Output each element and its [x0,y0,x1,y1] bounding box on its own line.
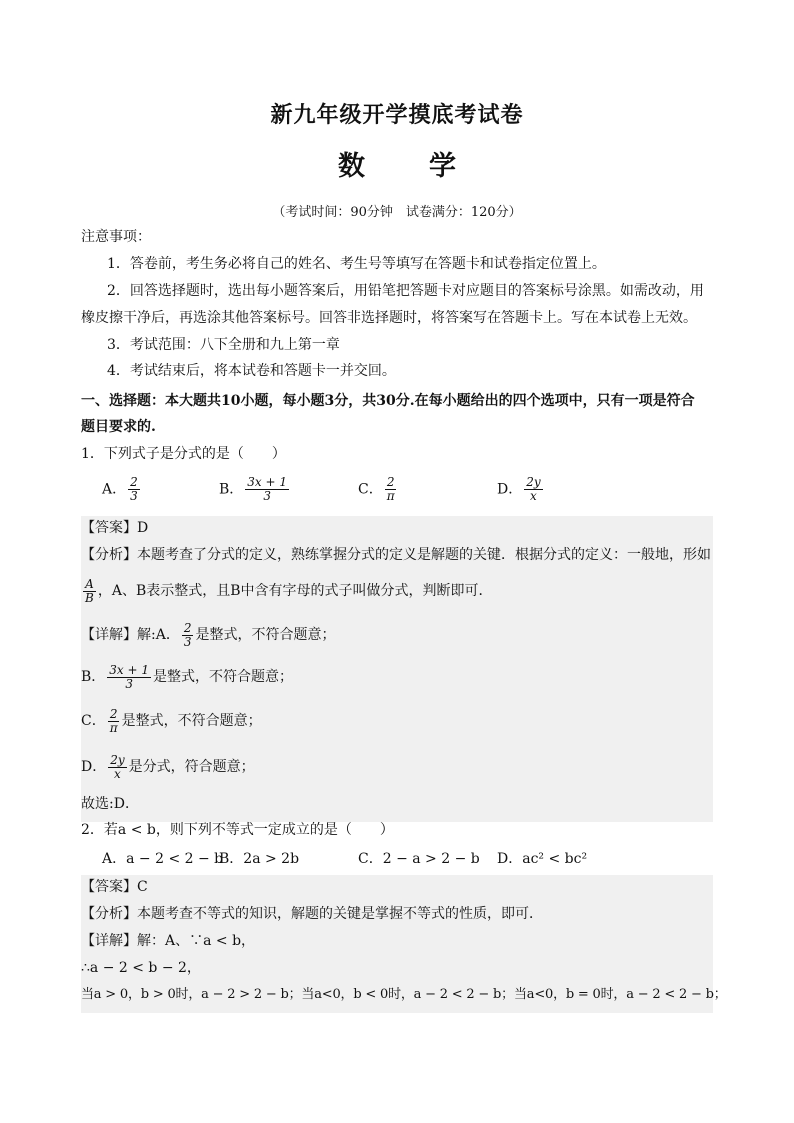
section-heading: 一、选择题：本大题共10小题，每小题3分，共30分.在每小题给出的四个选项中，只有一项是符合 [81,393,695,409]
q1-stem: 1．下列式子是分式的是（ ） [81,446,286,462]
q2-option-d: D．ac² < bc² [497,851,588,867]
note-item-2: 2．回答选择题时，选出每小题答案后，用铅笔把答题卡对应题目的答案标号涂黑。如需改动，用 [107,283,704,299]
note-item-1: 1．答卷前，考生务必将自己的姓名、考生号等填写在答题卡和试卷指定位置上。 [107,256,606,272]
q1-detail-c: C． $\frac{2}{\pi}$ 是整式，不符合题意； [81,706,262,735]
q1-option-b: B． $\frac{3x + 1}{3}$ [219,475,288,503]
q2-detail-2: ∴a − 2 < b − 2， [81,960,201,976]
note-item-2-cont: 橡皮擦干净后，再选涂其他答案标号。回答非选择题时，将答案写在答题卡上。写在本试卷上无效。 [81,310,697,326]
section-heading-cont: 题目要求的. [81,419,156,435]
q1-analysis-cont: $\frac{A}{B}$ ，A、B表示整式，且B中含有字母的式子叫做分式，判断即可． [85,576,493,605]
exam-title: 新九年级开学摸底考试卷 [270,102,524,128]
q1-detail-a: 【详解】解:A． $\frac{2}{3}$ 是整式，不符合题意； [81,620,336,649]
q1-option-a: A． $\frac{2}{3}$ [102,475,138,503]
q2-detail-3: 当a > 0，b > 0时，a − 2 > 2 − b；当a<0，b < 0时，a − 2 < 2 − b；当a<0，b = 0时，a − 2 < 2 − b； [81,987,727,1002]
q1-conclusion: 故选:D． [81,796,139,812]
q1-detail-b: B． $\frac{3x + 1}{3}$ 是整式，不符合题意； [81,662,294,691]
q1-detail-d: D． $\frac{2y}{x}$ 是分式，符合题意； [81,752,255,781]
q1-answer: 【答案】D [81,520,149,536]
q2-analysis: 【分析】本题考查不等式的知识，解题的关键是掌握不等式的性质，即可． [81,906,543,922]
q1-analysis: 【分析】本题考查了分式的定义，熟练掌握分式的定义是解题的关键．根据分式的定义：一般地，形如 [81,547,711,563]
exam-info: （考试时间：90分钟 试卷满分：120分） [272,205,522,220]
exam-subject: 数学 [338,151,520,182]
q2-option-c: C．2 − a > 2 − b [358,851,480,867]
note-item-3: 3．考试范围：八下全册和九上第一章 [107,337,340,353]
q2-option-b: B．2a > 2b [219,851,300,867]
q1-option-d: D． $\frac{2y}{x}$ [497,475,541,503]
q1-option-c: C． $\frac{2}{\pi}$ [358,475,395,503]
q2-answer: 【答案】C [81,879,148,895]
q2-stem: 2．若a < b，则下列不等式一定成立的是（ ） [81,822,394,838]
notes-heading: 注意事项： [81,229,151,245]
note-item-4: 4．考试结束后，将本试卷和答题卡一并交回。 [107,363,396,379]
q2-detail-1: 【详解】解：A、∵a < b， [81,933,256,949]
q2-option-a: A．a − 2 < 2 − b [102,851,224,867]
